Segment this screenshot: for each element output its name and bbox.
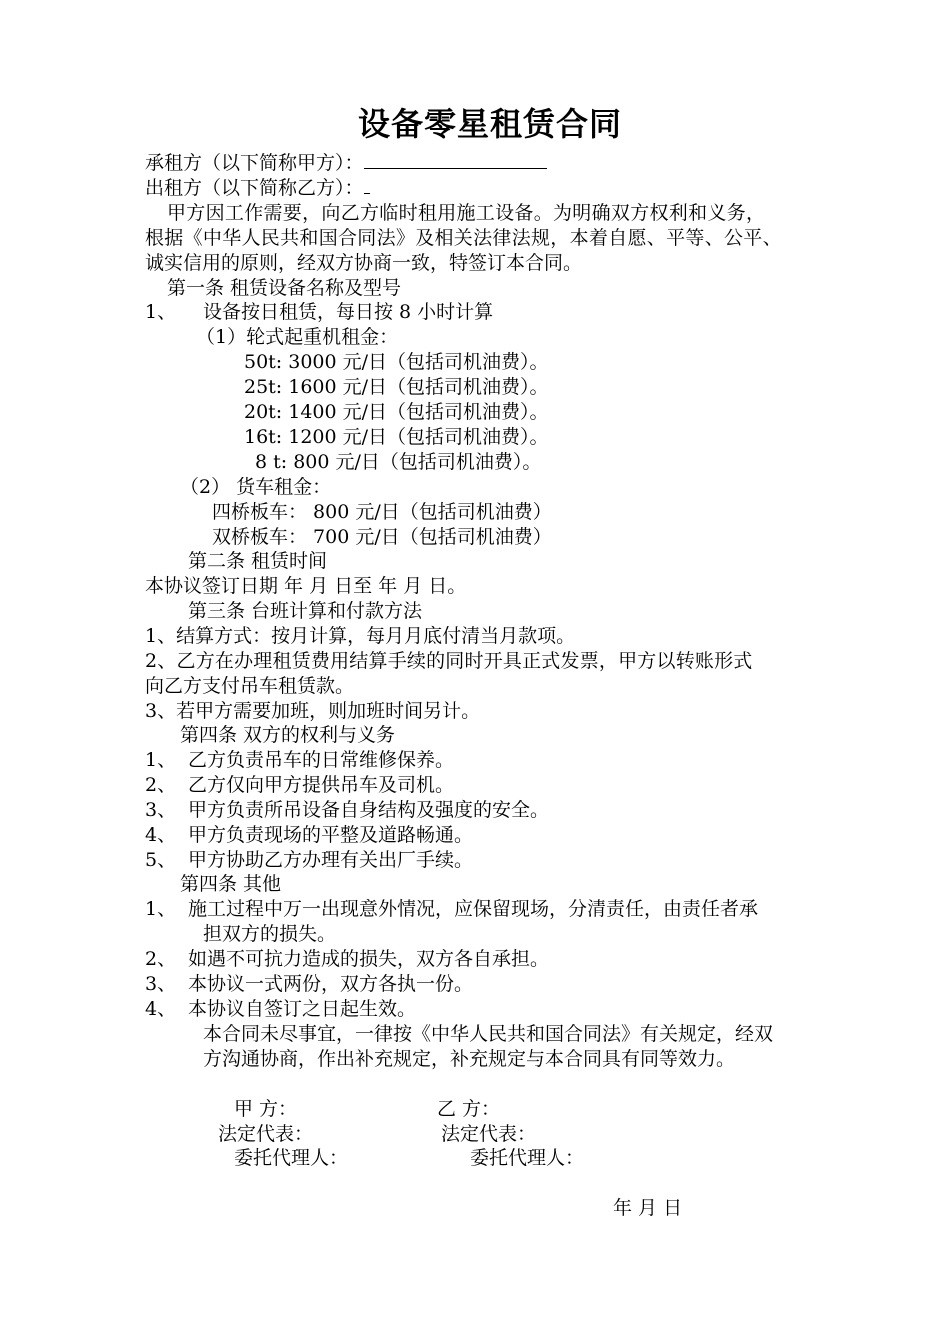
article-5-item-4: 4、 本协议自签订之日起生效。 <box>145 998 417 1020</box>
crane-heading: （1）轮式起重机租金： <box>196 326 399 348</box>
crane-rate-25t: 25t: 1600 元/日（包括司机油费）。 <box>244 376 549 398</box>
article-4-item-1: 1、 乙方负责吊车的日常维修保养。 <box>145 749 455 771</box>
crane-rate-50t: 50t: 3000 元/日（包括司机油费）。 <box>244 351 549 373</box>
closing-line-1: 本合同未尽事宜，一律按《中华人民共和国合同法》有关规定，经双 <box>203 1023 774 1045</box>
lessor-blank[interactable] <box>364 175 370 194</box>
document-title: 设备零星租赁合同 <box>357 105 622 143</box>
article-1-item-1-num: 1、 <box>145 301 177 323</box>
crane-rate-16t: 16t: 1200 元/日（包括司机油费）。 <box>244 426 549 448</box>
article-5-item-3: 3、 本协议一式两份，双方各执一份。 <box>145 973 474 995</box>
lessee-label: 承租方（以下简称甲方）： <box>145 152 364 174</box>
lessor-line <box>145 175 370 201</box>
lease-period-line: 本协议签订日期 年 月 日至 年 月 日。 <box>145 575 467 597</box>
rep-b-label: 法定代表： <box>441 1123 537 1145</box>
article-3-line-4: 3、若甲方需要加班，则加班时间另计。 <box>145 700 481 722</box>
article-3-line-2: 2、乙方在办理租赁费用结算手续的同时开具正式发票，甲方以转账形式 <box>145 650 753 672</box>
truck-heading: （2） 货车租金： <box>180 476 332 498</box>
article-4-item-4: 4、 甲方负责现场的平整及道路畅通。 <box>145 824 474 846</box>
lessee-blank[interactable] <box>364 150 547 169</box>
crane-rate-20t: 20t: 1400 元/日（包括司机油费）。 <box>244 401 549 423</box>
article-1-item-1-text: 设备按日租赁，每日按 8 小时计算 <box>203 301 494 323</box>
agent-b-label: 委托代理人： <box>470 1147 585 1169</box>
article-4-heading: 第四条 双方的权利与义务 <box>180 724 396 746</box>
article-4-item-5: 5、 甲方协助乙方办理有关出厂手续。 <box>145 849 474 871</box>
intro-line-2: 根据《中华人民共和国合同法》及相关法律法规，本着自愿、平等、公平、 <box>145 227 782 249</box>
article-5-item-1-cont: 担双方的损失。 <box>203 923 337 945</box>
intro-line-1: 甲方因工作需要，向乙方临时租用施工设备。为明确双方权利和义务， <box>167 202 766 224</box>
truck-rate-two-axle: 双桥板车： 700 元/日（包括司机油费） <box>212 526 552 548</box>
article-3-line-3: 向乙方支付吊车租赁款。 <box>145 675 355 697</box>
article-4-item-2: 2、 乙方仅向甲方提供吊车及司机。 <box>145 774 455 796</box>
article-3-heading: 第三条 台班计算和付款方法 <box>188 600 423 622</box>
article-2-heading: 第二条 租赁时间 <box>188 550 328 572</box>
party-a-label: 甲 方： <box>234 1098 298 1120</box>
truck-rate-four-axle: 四桥板车： 800 元/日（包括司机油费） <box>212 501 552 523</box>
lessor-label: 出租方（以下简称乙方）： <box>145 177 364 199</box>
rep-a-label: 法定代表： <box>218 1123 314 1145</box>
sign-date: 年 月 日 <box>613 1197 683 1219</box>
lessee-line <box>145 150 547 176</box>
article-1-heading: 第一条 租赁设备名称及型号 <box>167 277 402 299</box>
article-5-item-2: 2、 如遇不可抗力造成的损失，双方各自承担。 <box>145 948 550 970</box>
agent-a-label: 委托代理人： <box>234 1147 349 1169</box>
article-4-item-3: 3、 甲方负责所吊设备自身结构及强度的安全。 <box>145 799 550 821</box>
closing-line-2: 方沟通协商，作出补充规定，补充规定与本合同具有同等效力。 <box>203 1048 736 1070</box>
article-5-item-1: 1、 施工过程中万一出现意外情况，应保留现场，分清责任，由责任者承 <box>145 898 759 920</box>
article-5-heading: 第四条 其他 <box>180 873 282 895</box>
article-3-line-1: 1、结算方式：按月计算，每月月底付清当月款项。 <box>145 625 576 647</box>
intro-line-3: 诚实信用的原则，经双方协商一致，特签订本合同。 <box>145 252 583 274</box>
crane-rate-8t: 8 t: 800 元/日（包括司机油费）。 <box>255 451 542 473</box>
party-b-label: 乙 方： <box>437 1098 501 1120</box>
